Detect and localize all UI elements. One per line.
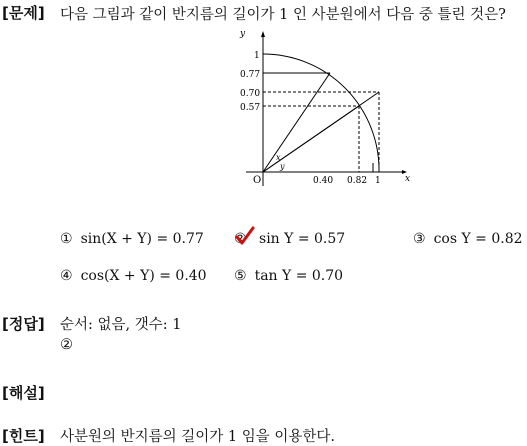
question-tag: [문제] [2,4,45,22]
answer-summary: 순서: 없음, 갯수: 1 [60,317,182,333]
angle-label-x: x [276,153,281,162]
option-4[interactable]: ④ cos(X + Y) = 0.40 [60,268,207,284]
explanation-tag: [해설] [2,384,45,402]
y-tick-077: 0.77 [240,70,261,80]
x-axis-label: x [405,174,411,184]
quarter-circle-figure [0,0,527,200]
answer-tag: [정답] [2,315,45,333]
hint-text: 사분원의 반지름의 길이가 1 임을 이용한다. [60,429,335,445]
y-axis-label: y [240,29,246,39]
radius-to-077 [263,73,330,172]
question-text: 다음 그림과 같이 반지름의 길이가 1 인 사분원에서 다음 중 틀린 것은? [60,7,506,23]
y-tick-070: 0.70 [240,89,261,99]
y-tick-1: 1 [254,51,260,61]
x-tick-082: 0.82 [347,176,368,186]
check-mark-icon [234,225,256,251]
y-tick-057: 0.57 [240,103,261,113]
option-1[interactable]: ① sin(X + Y) = 0.77 [60,231,204,247]
x-tick-040: 0.40 [313,176,334,186]
x-tick-1: 1 [375,176,381,186]
hint-tag: [힌트] [2,427,45,445]
angle-label-y: y [280,162,285,171]
option-3[interactable]: ③ cos Y = 0.82 [413,231,523,247]
option-5[interactable]: ⑤ tan Y = 0.70 [234,268,344,284]
answer-choice: ② [60,337,73,353]
origin-label: O [253,175,262,186]
option-2[interactable]: ② sin Y = 0.57 [234,231,345,247]
